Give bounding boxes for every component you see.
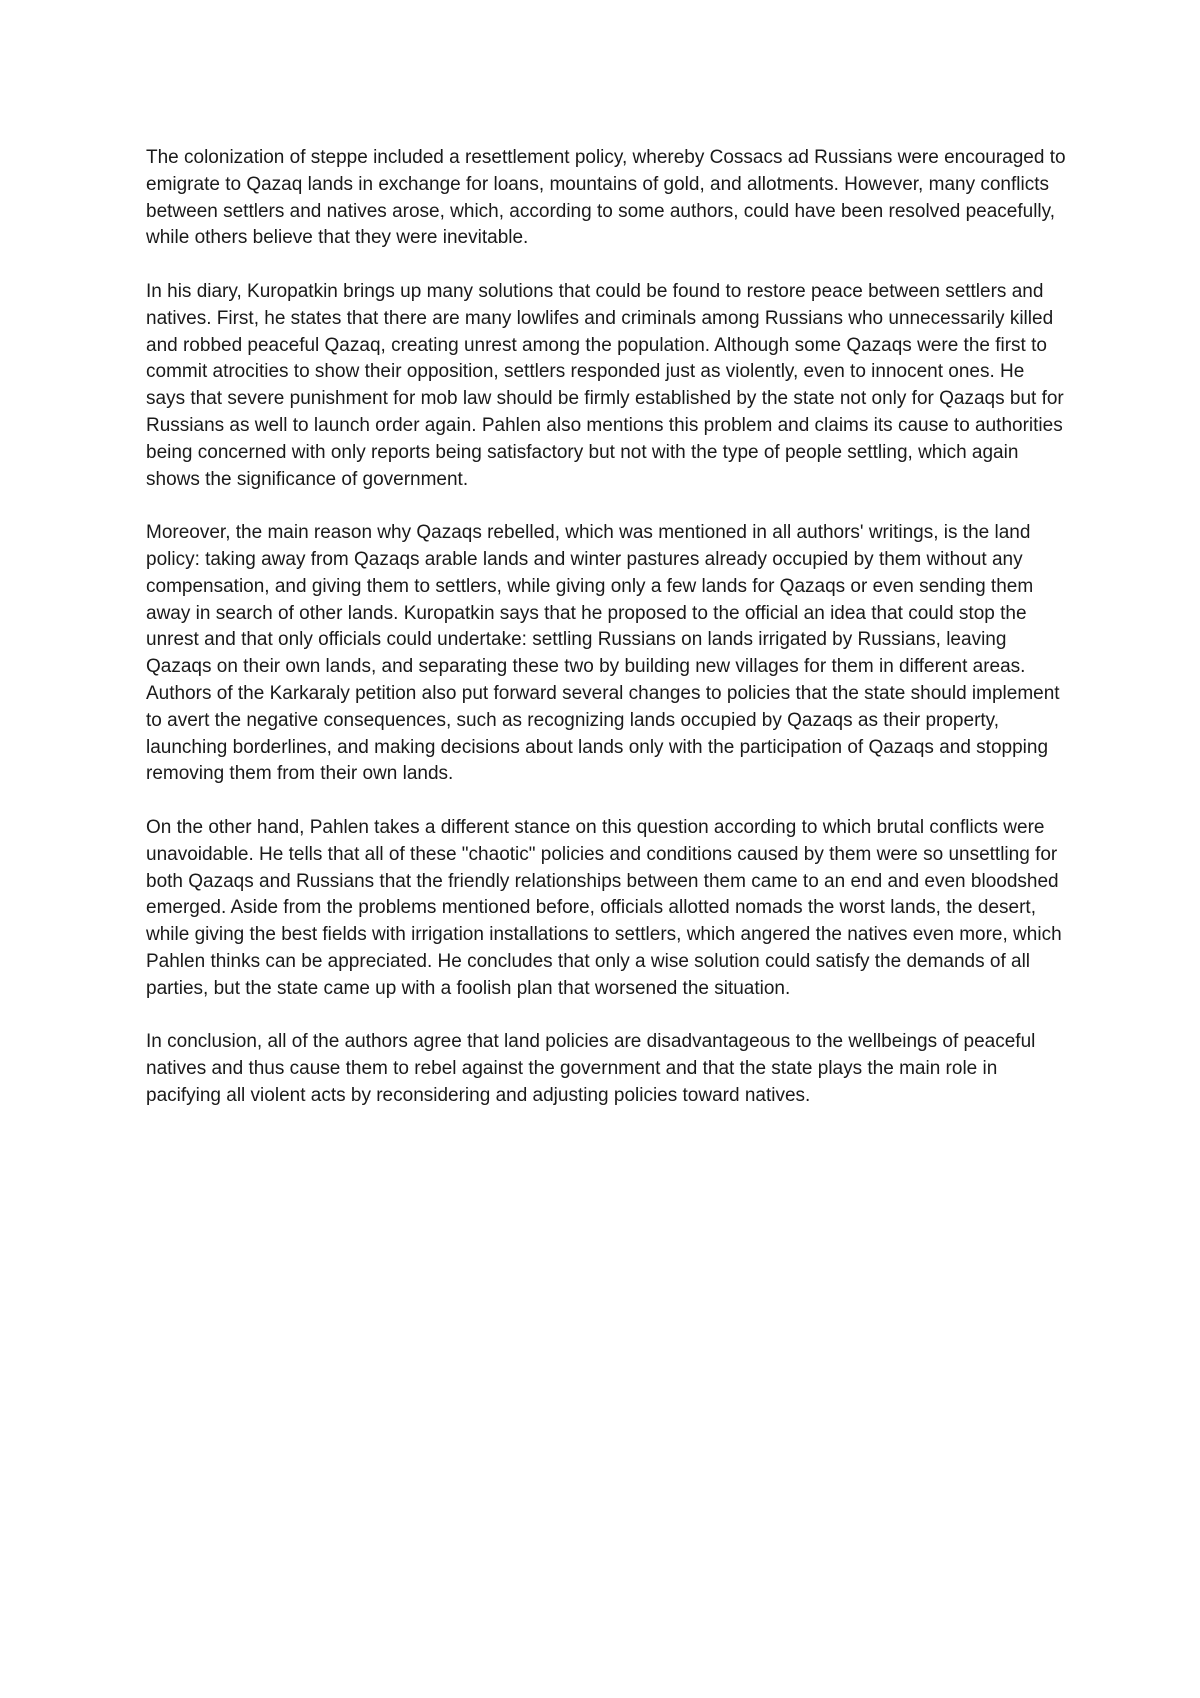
paragraph-kuropatkin-diary: In his diary, Kuropatkin brings up many solutions that could be found to restore peace between settlers and natives. First, he states that there are many lowlifes and criminals among Russians who unnecessarily killed and robbed peaceful Qazaq, creating unrest among the population. Although some Qazaqs were the first to commit atrocities to show their opposition, settlers responded just as violently, even to innocent ones. He says that severe punishment for mob law should be firmly established by the state not only for Qazaqs but for Russians as well to launch order again. Pahlen also mentions this problem and claims its cause to authorities being concerned with only reports being satisfactory but not with the type of people settling, which again shows the significance of government. bbox=[146, 280, 1064, 490]
paragraph-conclusion: In conclusion, all of the authors agree that land policies are disadvantageous to the wellbeings of peaceful natives and thus cause them to rebel against the government and that the state plays the main role in pacifying all violent acts by reconsidering and adjusting policies toward natives. bbox=[146, 1031, 1036, 1106]
paragraph-pahlen-stance: On the other hand, Pahlen takes a different stance on this question according to which brutal conflicts were unavoidable. He tells that all of these "chaotic" policies and conditions caused by them were so unsettling for both Qazaqs and Russians that the friendly relationships between them came to an end and even bloodshed emerged. Aside from the problems mentioned before, officials allotted nomads the worst lands, the desert, while giving the best fields with irrigation installations to settlers, which angered the natives even more, which Pahlen thinks can be appreciated. He concludes that only a wise solution could satisfy the demands of all parties, but the state came up with a foolish plan that worsened the situation. bbox=[146, 816, 1062, 999]
document-body bbox=[146, 145, 1066, 1136]
paragraph-land-policy: Moreover, the main reason why Qazaqs rebelled, which was mentioned in all authors' writings, is the land policy: taking away from Qazaqs arable lands and winter pastures already occupied by them without any compensation, and giving them to settlers, while giving only a few lands for Qazaqs or even sending them away in search of other lands. Kuropatkin says that he proposed to the official an idea that could stop the unrest and that only officials could undertake: settling Russians on lands irrigated by Russians, leaving Qazaqs on their own lands, and separating these two by building new villages for them in different areas. Authors of the Karkaraly petition also put forward several changes to policies that the state should implement to avert the negative consequences, such as recognizing lands occupied by Qazaqs as their property, launching borderlines, and making decisions about lands only with the participation of Qazaqs and stopping removing them from their own lands. bbox=[146, 522, 1060, 785]
paragraph-intro: The colonization of steppe included a resettlement policy, whereby Cossacs ad Russians were encouraged to emigrate to Qazaq lands in exchange for loans, mountains of gold, and allotments. However, many conflicts between settlers and natives arose, which, according to some authors, could have been resolved peacefully, while others believe that they were inevitable. bbox=[146, 147, 1066, 249]
